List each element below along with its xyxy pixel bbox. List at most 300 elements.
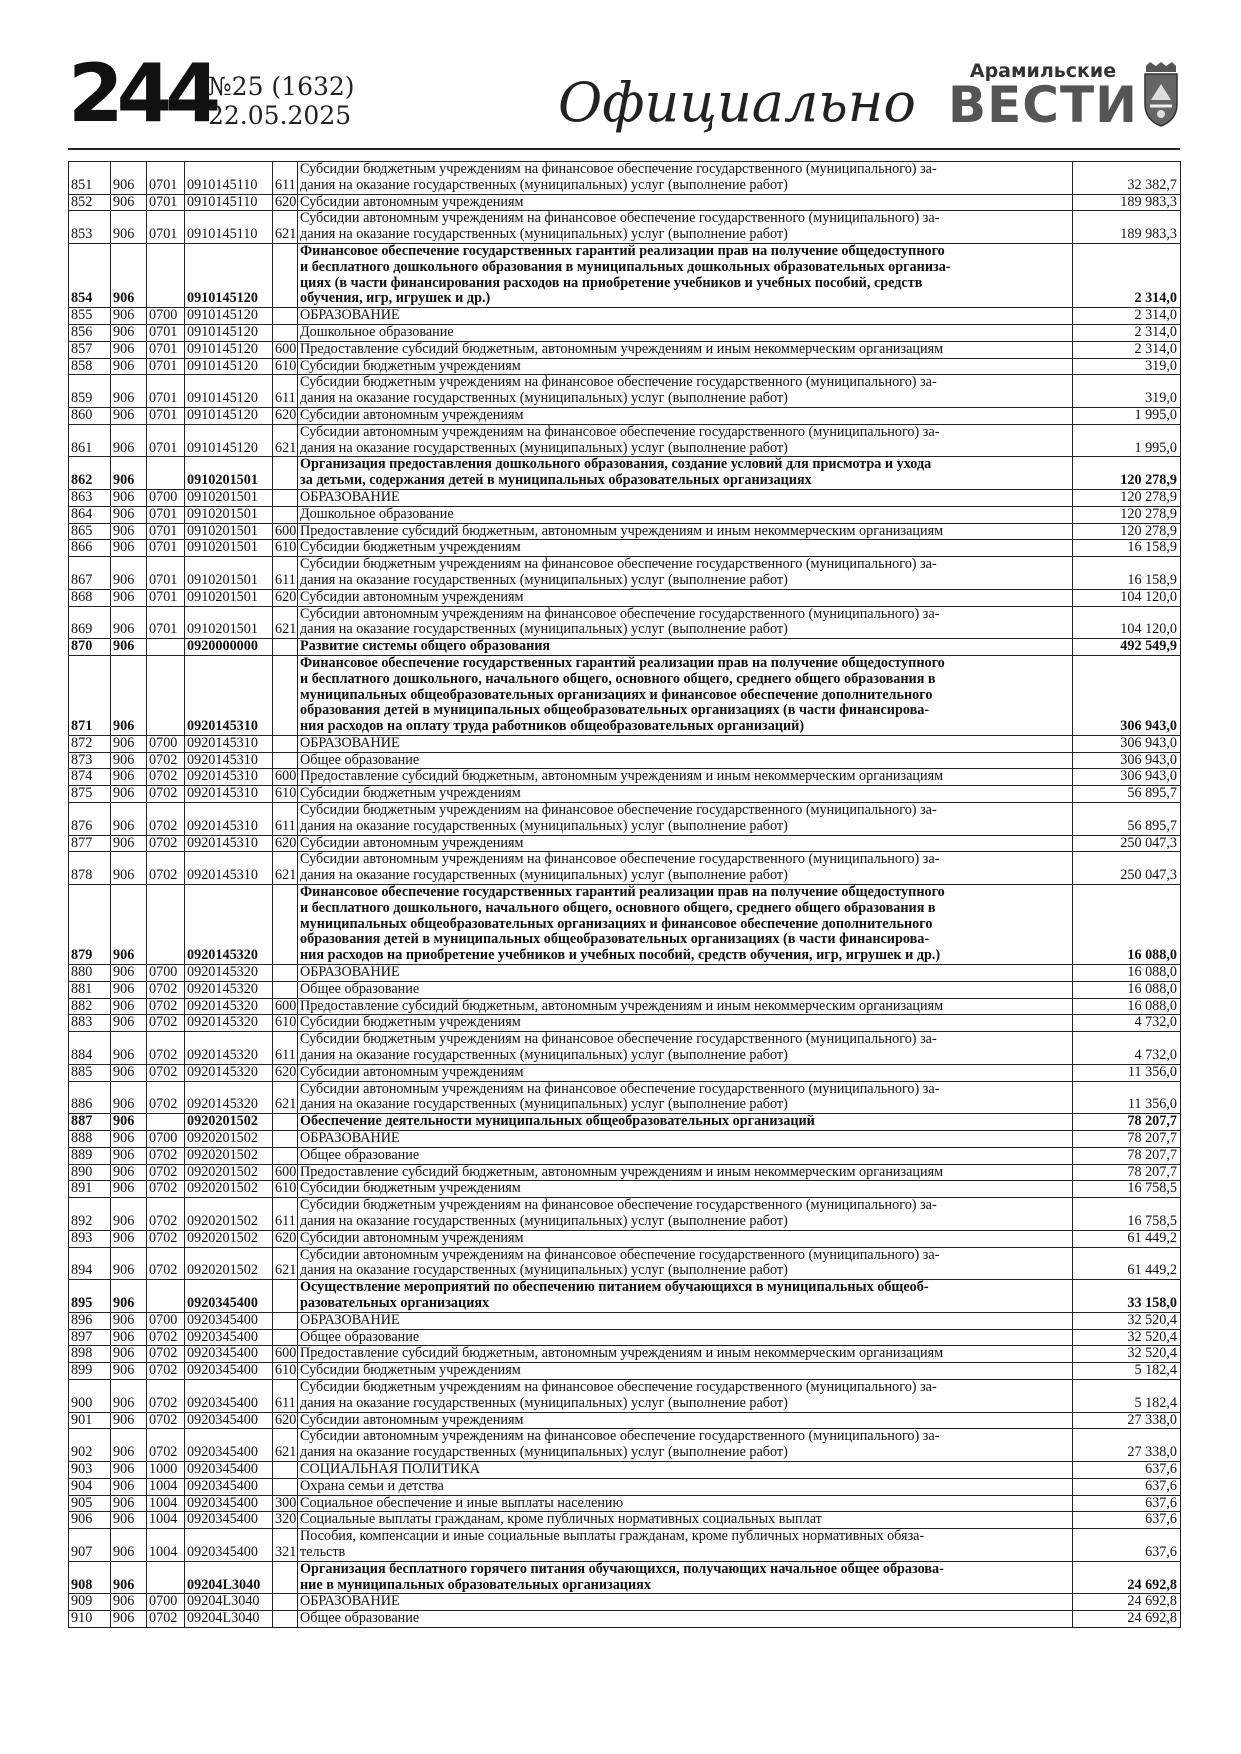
expense-type-code <box>273 308 298 325</box>
department-code: 906 <box>111 803 147 836</box>
row-description: Субсидии бюджетным учреждениям <box>298 1015 1073 1032</box>
department-code: 906 <box>111 1363 147 1380</box>
department-code: 906 <box>111 981 147 998</box>
row-amount: 5 182,4 <box>1073 1363 1181 1380</box>
row-amount: 1 995,0 <box>1073 424 1181 457</box>
target-article-code: 0910145120 <box>185 407 273 424</box>
section-code: 0702 <box>147 1611 185 1628</box>
expense-type-code: 600 <box>273 1164 298 1181</box>
expense-type-code: 611 <box>273 1379 298 1412</box>
expense-type-code <box>273 243 298 307</box>
table-row <box>69 1032 1181 1065</box>
row-description: Субсидии бюджетным учреждениям на финансовое обеспечение государственного (муниципального) за- дания на оказание государственных (муниципальных) услуг (выполнение работ) <box>298 162 1073 195</box>
row-number: 872 <box>69 735 111 752</box>
row-description: Субсидии бюджетным учреждениям <box>298 540 1073 557</box>
table-row <box>69 1495 1181 1512</box>
expense-type-code <box>273 981 298 998</box>
expense-type-code <box>273 1478 298 1495</box>
row-number: 901 <box>69 1412 111 1429</box>
expense-type-code: 620 <box>273 1064 298 1081</box>
expense-type-code <box>273 457 298 490</box>
table-row <box>69 1131 1181 1148</box>
newspaper-logo <box>948 60 1183 140</box>
expense-type-code <box>273 885 298 965</box>
expense-type-code: 621 <box>273 424 298 457</box>
row-description: Общее образование <box>298 752 1073 769</box>
row-number: 898 <box>69 1346 111 1363</box>
table-row <box>69 407 1181 424</box>
department-code: 906 <box>111 1461 147 1478</box>
row-number: 875 <box>69 786 111 803</box>
row-number: 884 <box>69 1032 111 1065</box>
target-article-code: 0920145310 <box>185 735 273 752</box>
target-article-code: 0920201502 <box>185 1114 273 1131</box>
section-code: 0701 <box>147 540 185 557</box>
department-code: 906 <box>111 324 147 341</box>
table-row <box>69 1611 1181 1628</box>
table-row <box>69 1198 1181 1231</box>
department-code: 906 <box>111 1247 147 1280</box>
row-description: Организация предоставления дошкольного образования, создание условий для присмотра и ухода за детьми, содержания детей в муниципальных образовательных организациях <box>298 457 1073 490</box>
target-article-code: 0920201502 <box>185 1230 273 1247</box>
section-code: 0702 <box>147 981 185 998</box>
target-article-code: 0910145120 <box>185 243 273 307</box>
section-code: 0700 <box>147 308 185 325</box>
row-amount: 104 120,0 <box>1073 589 1181 606</box>
row-description: Общее образование <box>298 1611 1073 1628</box>
row-amount: 61 449,2 <box>1073 1230 1181 1247</box>
row-number: 890 <box>69 1164 111 1181</box>
row-description: ОБРАЗОВАНИЕ <box>298 965 1073 982</box>
department-code: 906 <box>111 1429 147 1462</box>
section-code: 0702 <box>147 1429 185 1462</box>
row-number: 899 <box>69 1363 111 1380</box>
target-article-code: 0920145320 <box>185 1081 273 1114</box>
department-code: 906 <box>111 1495 147 1512</box>
department-code: 906 <box>111 557 147 590</box>
table-row <box>69 1064 1181 1081</box>
expense-type-code: 320 <box>273 1512 298 1529</box>
expense-type-code <box>273 1280 298 1313</box>
section-code <box>147 655 185 735</box>
row-number: 876 <box>69 803 111 836</box>
target-article-code: 0920345400 <box>185 1512 273 1529</box>
row-description: Охрана семьи и детства <box>298 1478 1073 1495</box>
section-code: 0700 <box>147 1131 185 1148</box>
row-amount: 2 314,0 <box>1073 308 1181 325</box>
row-number: 910 <box>69 1611 111 1628</box>
row-number: 871 <box>69 655 111 735</box>
table-row <box>69 998 1181 1015</box>
expense-type-code: 611 <box>273 375 298 408</box>
row-description: Развитие системы общего образования <box>298 639 1073 656</box>
row-number: 865 <box>69 523 111 540</box>
target-article-code: 09204L3040 <box>185 1561 273 1594</box>
row-number: 885 <box>69 1064 111 1081</box>
department-code: 906 <box>111 1594 147 1611</box>
target-article-code: 0910145120 <box>185 341 273 358</box>
section-code: 0701 <box>147 424 185 457</box>
row-amount: 27 338,0 <box>1073 1429 1181 1462</box>
table-row <box>69 243 1181 307</box>
table-row <box>69 1379 1181 1412</box>
target-article-code: 0920145320 <box>185 1064 273 1081</box>
department-code: 906 <box>111 1329 147 1346</box>
row-number: 908 <box>69 1561 111 1594</box>
row-number: 873 <box>69 752 111 769</box>
row-number: 852 <box>69 194 111 211</box>
row-amount: 16 088,0 <box>1073 885 1181 965</box>
row-description: ОБРАЗОВАНИЕ <box>298 1131 1073 1148</box>
department-code: 906 <box>111 998 147 1015</box>
table-row <box>69 1561 1181 1594</box>
expense-type-code: 321 <box>273 1529 298 1562</box>
row-amount: 120 278,9 <box>1073 457 1181 490</box>
expense-type-code: 610 <box>273 358 298 375</box>
row-amount: 637,6 <box>1073 1461 1181 1478</box>
row-number: 877 <box>69 835 111 852</box>
target-article-code: 0920345400 <box>185 1412 273 1429</box>
row-amount: 1 995,0 <box>1073 407 1181 424</box>
section-code: 0702 <box>147 1363 185 1380</box>
table-row <box>69 506 1181 523</box>
row-description: Субсидии автономным учреждениям <box>298 835 1073 852</box>
row-number: 870 <box>69 639 111 656</box>
row-amount: 16 088,0 <box>1073 965 1181 982</box>
row-number: 863 <box>69 489 111 506</box>
row-number: 859 <box>69 375 111 408</box>
row-description: ОБРАЗОВАНИЕ <box>298 1312 1073 1329</box>
target-article-code: 0920145320 <box>185 885 273 965</box>
row-description: Предоставление субсидий бюджетным, автономным учреждениям и иным некоммерческим организациям <box>298 341 1073 358</box>
row-description: Социальные выплаты гражданам, кроме публичных нормативных социальных выплат <box>298 1512 1073 1529</box>
row-description: Предоставление субсидий бюджетным, автономным учреждениям и иным некоммерческим организациям <box>298 1346 1073 1363</box>
target-article-code: 0920145320 <box>185 1032 273 1065</box>
expense-type-code: 620 <box>273 194 298 211</box>
expense-type-code: 621 <box>273 211 298 244</box>
row-number: 867 <box>69 557 111 590</box>
expense-type-code <box>273 1312 298 1329</box>
row-description: Субсидии бюджетным учреждениям на финансовое обеспечение государственного (муниципального) за- дания на оказание государственных (муниципальных) услуг (выполнение работ) <box>298 1032 1073 1065</box>
row-number: 891 <box>69 1181 111 1198</box>
target-article-code: 0920345400 <box>185 1429 273 1462</box>
row-amount: 319,0 <box>1073 375 1181 408</box>
section-code: 0700 <box>147 1594 185 1611</box>
expense-type-code <box>273 506 298 523</box>
section-code: 0701 <box>147 341 185 358</box>
section-code: 0700 <box>147 965 185 982</box>
table-row <box>69 1346 1181 1363</box>
target-article-code: 0920201502 <box>185 1147 273 1164</box>
department-code: 906 <box>111 1230 147 1247</box>
table-row <box>69 324 1181 341</box>
expense-type-code: 621 <box>273 1247 298 1280</box>
row-description: Субсидии бюджетным учреждениям <box>298 358 1073 375</box>
budget-table-body <box>69 162 1181 1628</box>
row-number: 905 <box>69 1495 111 1512</box>
row-description: Осуществление мероприятий по обеспечению питанием обучающихся в муниципальных общеоб- разовательных организациях <box>298 1280 1073 1313</box>
row-description: Дошкольное образование <box>298 324 1073 341</box>
row-description: Субсидии автономным учреждениям на финансовое обеспечение государственного (муниципального) за- дания на оказание государственных (муниципальных) услуг (выполнение работ) <box>298 1429 1073 1462</box>
section-code <box>147 639 185 656</box>
target-article-code: 0920145310 <box>185 852 273 885</box>
department-code: 906 <box>111 639 147 656</box>
table-row <box>69 1461 1181 1478</box>
expense-type-code <box>273 1329 298 1346</box>
table-row <box>69 752 1181 769</box>
department-code: 906 <box>111 1346 147 1363</box>
table-row <box>69 523 1181 540</box>
row-amount: 189 983,3 <box>1073 194 1181 211</box>
expense-type-code: 611 <box>273 162 298 195</box>
table-row <box>69 424 1181 457</box>
department-code: 906 <box>111 735 147 752</box>
department-code: 906 <box>111 589 147 606</box>
row-amount: 24 692,8 <box>1073 1611 1181 1628</box>
section-code: 1004 <box>147 1512 185 1529</box>
table-row <box>69 965 1181 982</box>
section-code: 0701 <box>147 162 185 195</box>
section-code <box>147 243 185 307</box>
row-number: 896 <box>69 1312 111 1329</box>
row-description: Субсидии бюджетным учреждениям на финансовое обеспечение государственного (муниципального) за- дания на оказание государственных (муниципальных) услуг (выполнение работ) <box>298 557 1073 590</box>
department-code: 906 <box>111 1198 147 1231</box>
department-code: 906 <box>111 1561 147 1594</box>
section-code: 0700 <box>147 489 185 506</box>
row-description: Субсидии автономным учреждениям <box>298 589 1073 606</box>
row-description: Организация бесплатного горячего питания обучающихся, получающих начальное общее образова- ние в муниципальных образовательных организациях <box>298 1561 1073 1594</box>
logo-subtitle: Арамильские <box>969 60 1117 82</box>
target-article-code: 0920145310 <box>185 786 273 803</box>
row-description: Субсидии бюджетным учреждениям на финансовое обеспечение государственного (муниципального) за- дания на оказание государственных (муниципальных) услуг (выполнение работ) <box>298 1379 1073 1412</box>
row-number: 874 <box>69 769 111 786</box>
row-description: Дошкольное образование <box>298 506 1073 523</box>
target-article-code: 0920345400 <box>185 1461 273 1478</box>
department-code: 906 <box>111 407 147 424</box>
row-number: 853 <box>69 211 111 244</box>
row-description: Субсидии автономным учреждениям на финансовое обеспечение государственного (муниципального) за- дания на оказание государственных (муниципальных) услуг (выполнение работ) <box>298 1247 1073 1280</box>
row-amount: 61 449,2 <box>1073 1247 1181 1280</box>
expense-type-code: 611 <box>273 803 298 836</box>
expense-type-code: 610 <box>273 1015 298 1032</box>
section-code: 0702 <box>147 752 185 769</box>
expense-type-code: 620 <box>273 1412 298 1429</box>
section-code: 0701 <box>147 358 185 375</box>
row-description: Субсидии автономным учреждениям на финансовое обеспечение государственного (муниципального) за- дания на оказание государственных (муниципальных) услуг (выполнение работ) <box>298 606 1073 639</box>
issue-info <box>208 72 355 130</box>
table-row <box>69 557 1181 590</box>
target-article-code: 09204L3040 <box>185 1594 273 1611</box>
target-article-code: 0920145310 <box>185 803 273 836</box>
row-number: 864 <box>69 506 111 523</box>
department-code: 906 <box>111 1280 147 1313</box>
table-row <box>69 194 1181 211</box>
department-code: 906 <box>111 1512 147 1529</box>
page-number: 244 <box>68 47 214 140</box>
section-code: 0702 <box>147 852 185 885</box>
department-code: 906 <box>111 1312 147 1329</box>
target-article-code: 0920145310 <box>185 655 273 735</box>
department-code: 906 <box>111 1114 147 1131</box>
row-description: Субсидии автономным учреждениям <box>298 407 1073 424</box>
section-code: 1004 <box>147 1495 185 1512</box>
table-row <box>69 1181 1181 1198</box>
row-number: 856 <box>69 324 111 341</box>
row-description: СОЦИАЛЬНАЯ ПОЛИТИКА <box>298 1461 1073 1478</box>
row-amount: 250 047,3 <box>1073 852 1181 885</box>
table-row <box>69 835 1181 852</box>
target-article-code: 0920201502 <box>185 1131 273 1148</box>
section-code: 0702 <box>147 1032 185 1065</box>
target-article-code: 0910201501 <box>185 457 273 490</box>
department-code: 906 <box>111 1529 147 1562</box>
target-article-code: 0920345400 <box>185 1329 273 1346</box>
target-article-code: 0910201501 <box>185 540 273 557</box>
row-amount: 27 338,0 <box>1073 1412 1181 1429</box>
row-amount: 2 314,0 <box>1073 341 1181 358</box>
row-number: 907 <box>69 1529 111 1562</box>
department-code: 906 <box>111 606 147 639</box>
section-code <box>147 1280 185 1313</box>
section-code: 0701 <box>147 324 185 341</box>
department-code: 906 <box>111 752 147 769</box>
row-amount: 492 549,9 <box>1073 639 1181 656</box>
department-code: 906 <box>111 424 147 457</box>
section-code: 0701 <box>147 506 185 523</box>
section-code: 0700 <box>147 735 185 752</box>
expense-type-code <box>273 1561 298 1594</box>
row-description: Финансовое обеспечение государственных гарантий реализации прав на получение общедоступного и бесплатного дошкольного образования в муниципальных дошкольных образовательных организа- циях (в части финансирования расходов на приобретение учебников и учебных пособий, средств обучения, игр, игрушек и др.) <box>298 243 1073 307</box>
section-code: 0702 <box>147 769 185 786</box>
expense-type-code: 620 <box>273 835 298 852</box>
expense-type-code: 300 <box>273 1495 298 1512</box>
table-row <box>69 655 1181 735</box>
row-amount: 78 207,7 <box>1073 1114 1181 1131</box>
table-row <box>69 852 1181 885</box>
department-code: 906 <box>111 162 147 195</box>
row-number: 904 <box>69 1478 111 1495</box>
row-description: ОБРАЗОВАНИЕ <box>298 489 1073 506</box>
expense-type-code: 611 <box>273 1032 298 1065</box>
expense-type-code <box>273 1147 298 1164</box>
department-code: 906 <box>111 965 147 982</box>
row-amount: 56 895,7 <box>1073 786 1181 803</box>
table-row <box>69 375 1181 408</box>
expense-type-code <box>273 324 298 341</box>
row-description: Обеспечение деятельности муниципальных общеобразовательных организаций <box>298 1114 1073 1131</box>
row-amount: 2 314,0 <box>1073 324 1181 341</box>
row-amount: 11 356,0 <box>1073 1064 1181 1081</box>
table-row <box>69 1512 1181 1529</box>
section-code: 0701 <box>147 194 185 211</box>
row-amount: 32 382,7 <box>1073 162 1181 195</box>
expense-type-code: 610 <box>273 1363 298 1380</box>
section-code: 0702 <box>147 1412 185 1429</box>
target-article-code: 0910201501 <box>185 589 273 606</box>
target-article-code: 0920145320 <box>185 1015 273 1032</box>
table-row <box>69 1429 1181 1462</box>
table-row <box>69 1280 1181 1313</box>
department-code: 906 <box>111 1147 147 1164</box>
target-article-code: 0920345400 <box>185 1478 273 1495</box>
department-code: 906 <box>111 1131 147 1148</box>
expense-type-code <box>273 655 298 735</box>
row-description: Общее образование <box>298 1329 1073 1346</box>
row-description: Финансовое обеспечение государственных гарантий реализации прав на получение общедоступного и бесплатного дошкольного, начального общего, основного общего, среднего общего образования в муниципальных общеобразовательных организациях и финансовое обеспечение дополнительного образования детей в муниципальных общеобразовательных организациях (в части финансирова- ния расходов на приобретение учебников и учебных пособий, средств обучения, игр, игрушек и др.) <box>298 885 1073 965</box>
department-code: 906 <box>111 375 147 408</box>
row-description: Субсидии автономным учреждениям на финансовое обеспечение государственного (муниципального) за- дания на оказание государственных (муниципальных) услуг (выполнение работ) <box>298 852 1073 885</box>
row-number: 862 <box>69 457 111 490</box>
row-number: 882 <box>69 998 111 1015</box>
row-amount: 78 207,7 <box>1073 1164 1181 1181</box>
table-row <box>69 162 1181 195</box>
row-amount: 4 732,0 <box>1073 1032 1181 1065</box>
table-row <box>69 489 1181 506</box>
expense-type-code <box>273 1611 298 1628</box>
row-number: 903 <box>69 1461 111 1478</box>
expense-type-code: 620 <box>273 589 298 606</box>
row-description: Предоставление субсидий бюджетным, автономным учреждениям и иным некоммерческим организациям <box>298 998 1073 1015</box>
section-code: 0702 <box>147 1181 185 1198</box>
expense-type-code <box>273 1461 298 1478</box>
row-description: Субсидии автономным учреждениям <box>298 1412 1073 1429</box>
table-row <box>69 606 1181 639</box>
department-code: 906 <box>111 1478 147 1495</box>
expense-type-code: 621 <box>273 1081 298 1114</box>
section-code: 0701 <box>147 523 185 540</box>
budget-table <box>68 161 1181 1628</box>
department-code: 906 <box>111 835 147 852</box>
table-row <box>69 1329 1181 1346</box>
department-code: 906 <box>111 885 147 965</box>
masthead <box>68 47 1180 150</box>
department-code: 906 <box>111 211 147 244</box>
row-amount: 32 520,4 <box>1073 1346 1181 1363</box>
row-number: 883 <box>69 1015 111 1032</box>
table-row <box>69 1081 1181 1114</box>
expense-type-code: 611 <box>273 1198 298 1231</box>
row-number: 906 <box>69 1512 111 1529</box>
department-code: 906 <box>111 1064 147 1081</box>
row-description: Субсидии автономным учреждениям <box>298 1064 1073 1081</box>
row-amount: 250 047,3 <box>1073 835 1181 852</box>
row-amount: 120 278,9 <box>1073 506 1181 523</box>
target-article-code: 0910145120 <box>185 358 273 375</box>
row-number: 902 <box>69 1429 111 1462</box>
table-row <box>69 1147 1181 1164</box>
section-code: 0702 <box>147 1329 185 1346</box>
row-amount: 306 943,0 <box>1073 752 1181 769</box>
section-code: 0702 <box>147 1379 185 1412</box>
section-code <box>147 1561 185 1594</box>
table-row <box>69 1529 1181 1562</box>
department-code: 906 <box>111 358 147 375</box>
row-amount: 637,6 <box>1073 1495 1181 1512</box>
department-code: 906 <box>111 506 147 523</box>
row-number: 897 <box>69 1329 111 1346</box>
target-article-code: 0920201502 <box>185 1181 273 1198</box>
department-code: 906 <box>111 341 147 358</box>
target-article-code: 0910201501 <box>185 489 273 506</box>
row-number: 860 <box>69 407 111 424</box>
section-code <box>147 1114 185 1131</box>
expense-type-code: 600 <box>273 341 298 358</box>
table-row <box>69 589 1181 606</box>
expense-type-code <box>273 489 298 506</box>
department-code: 906 <box>111 655 147 735</box>
row-number: 861 <box>69 424 111 457</box>
table-row <box>69 803 1181 836</box>
